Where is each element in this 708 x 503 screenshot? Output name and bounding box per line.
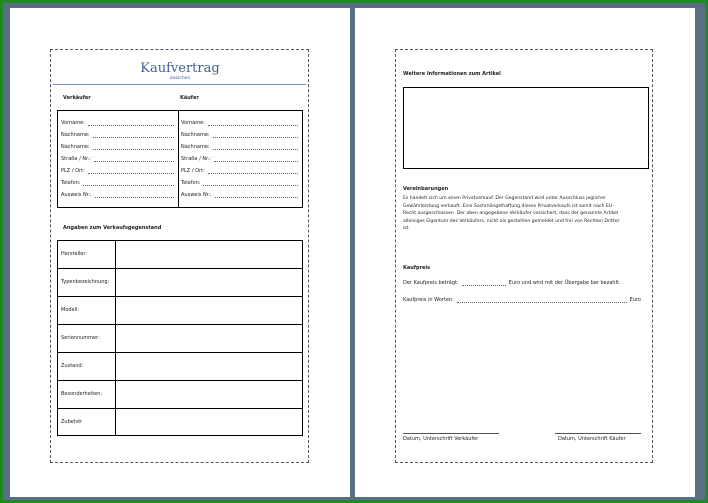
seller-field[interactable] [61,180,174,186]
item-row-label: Besonderheiten: [61,391,103,397]
buyer-field-label: Telefon: [181,180,201,186]
price-line-2 [403,297,641,303]
buyer-field-input[interactable] [213,133,298,138]
item-row-label: Zubehör [61,419,83,425]
seller-signature-label: Datum, Unterschrift Verkäufer [403,436,479,442]
buyer-field-label: Nachname: [181,132,210,138]
document-subtitle: zwischen [169,76,191,81]
agreements-line: Es handelt sich um einen Privatverkauf. Der Gegenstand wird unter Ausschluss jeglicher [403,196,606,201]
buyer-field-input[interactable] [208,169,298,174]
item-row-label: Typenbezeichnung: [61,279,110,285]
seller-field[interactable] [61,132,174,138]
buyer-signature-line[interactable] [555,433,641,434]
seller-field-label: Nachname: [61,132,90,138]
price-heading: Kaufpreis [403,265,431,271]
item-row-value[interactable] [116,297,302,323]
price-words-suffix: Euro [629,297,641,303]
price-line-1 [403,280,649,286]
item-heading: Angaben zum Verkaufsgegenstand [63,225,162,231]
item-row-value[interactable] [116,241,302,267]
seller-field-label: PLZ / Ort: [61,168,85,174]
item-row-value[interactable] [116,353,302,379]
price-words-field[interactable] [457,298,627,303]
buyer-field-input[interactable] [214,157,298,162]
price-words-label: Kaufpreis in Worten: [403,297,454,303]
seller-signature-line[interactable] [403,433,499,434]
page-1 [10,8,350,497]
buyer-field[interactable] [181,192,298,198]
buyer-heading: Käufer [180,95,199,101]
seller-field-label: Straße / Nr.: [61,156,91,162]
buyer-field-input[interactable] [208,121,298,126]
document-title: Kaufvertrag [140,61,220,76]
price-label: Der Kaufpreis beträgt: [403,280,459,286]
price-label-suffix: Euro und wird mit der Übergabe bar bezahlt. [508,280,621,286]
buyer-field[interactable] [181,180,298,186]
seller-field[interactable] [61,156,174,162]
seller-field[interactable] [61,120,174,126]
seller-heading: Verkäufer [63,95,91,101]
buyer-signature-label: Datum, Unterschrift Käufer [558,436,626,442]
agreements-line: Recht ausgeschlossen. Der oben angegebene Verkäufer versichert, dass der genannte Artikel [403,211,619,216]
item-row-value[interactable] [116,409,302,435]
page-2 [355,8,695,497]
buyer-field-label: Straße / Nr.: [181,156,211,162]
buyer-field-label: Nachname: [181,144,210,150]
agreements-line: ist. [403,226,410,231]
buyer-field-label: Vorname: [181,120,205,126]
seller-field-label: Telefon: [61,180,81,186]
buyer-field[interactable] [181,132,298,138]
buyer-field-input[interactable] [215,193,298,198]
seller-field[interactable] [61,168,174,174]
seller-field-label: Ausweis Nr.: [61,192,92,198]
buyer-field[interactable] [181,168,298,174]
item-row-value[interactable] [116,325,302,351]
buyer-field[interactable] [181,144,298,150]
seller-field-label: Vorname: [61,120,85,126]
seller-field-input[interactable] [83,181,174,186]
title-rule [53,84,306,85]
agreements-line: Gewährleistung verkauft. Eine Sachmängelhaftung dieses Privatverkaufs ist somit nach EU- [403,203,614,209]
info-heading: Weitere Informationen zum Artikel [403,71,501,77]
price-amount-field[interactable] [462,281,506,286]
buyer-field-input[interactable] [213,145,298,150]
seller-field-input[interactable] [93,145,174,150]
buyer-field[interactable] [181,120,298,126]
seller-field-input[interactable] [88,169,174,174]
seller-field[interactable] [61,192,174,198]
seller-field-input[interactable] [93,133,174,138]
item-row-label: Hersteller: [61,251,88,257]
info-box[interactable] [403,87,649,169]
item-row-label: Modell: [61,307,80,313]
buyer-field-label: PLZ / Ort: [181,168,205,174]
agreements-heading: Vereinbarungen [403,186,449,192]
buyer-field-label: Ausweis Nr.: [181,192,212,198]
seller-field-input[interactable] [94,157,174,162]
item-row-label: Seriennummer: [61,335,100,341]
item-row-label: Zustand: [61,363,84,369]
parties-divider [178,110,179,208]
buyer-field-input[interactable] [203,181,298,186]
seller-field-input[interactable] [95,193,174,198]
item-row-value[interactable] [116,269,302,295]
seller-field[interactable] [61,144,174,150]
item-row-value[interactable] [116,381,302,407]
seller-field-input[interactable] [88,121,174,126]
buyer-field[interactable] [181,156,298,162]
seller-field-label: Nachname: [61,144,90,150]
agreements-line: alleiniges Eigentum des Verkäufers, nicht als gestohlen gemeldet und frei von Rechten Dritter [403,218,620,224]
